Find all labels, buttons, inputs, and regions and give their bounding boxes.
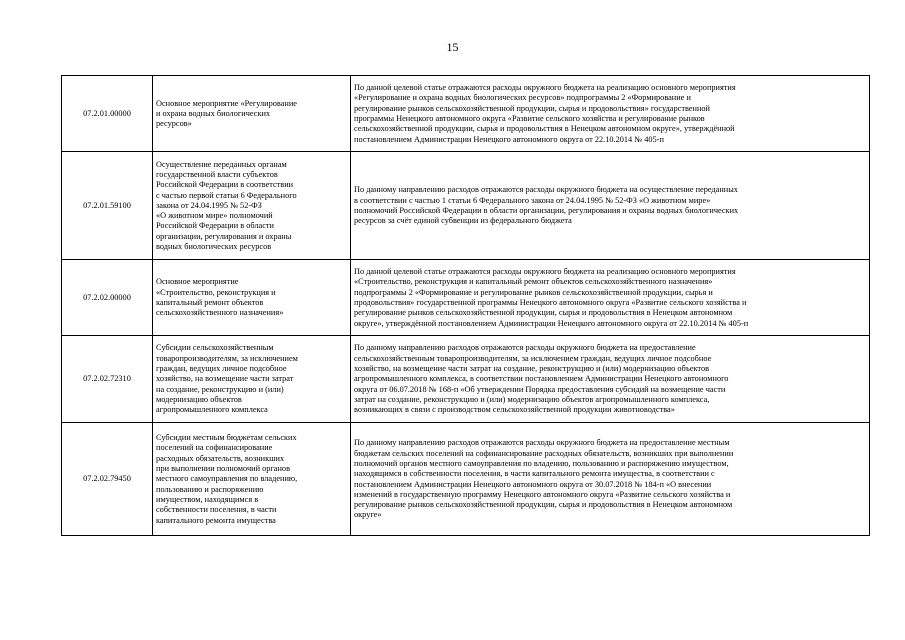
table-row: [62, 76, 870, 152]
target-article-description: По данному направлению расходов отражаются расходы окружного бюджета на осуществление переданных в соответствии с частью 1 статьи 6 Федерального закона от 24.04.1995 № 52-ФЗ «О животном мире» полномочий Российской Федерации в области организации, регулирования и охраны водных биологических ресурсов за счёт единой субвенции из федерального бюджета: [351, 152, 870, 260]
table-row: [62, 336, 870, 423]
page-number: 15: [446, 40, 459, 54]
target-article-code: 07.2.02.79450: [62, 423, 153, 536]
target-article-code: 07.2.01.59100: [62, 152, 153, 260]
target-article-name: Осуществление переданных органам государственной власти субъектов Российской Федерации в соответствии с частью первой статьи 6 Федерального закона от 24.04.1995 № 52-ФЗ «О животном мире» полномочий Российской Федерации в области организации, регулирования и охраны водных биологических ресурсов: [153, 152, 351, 260]
table-row: [62, 152, 870, 260]
target-article-description: По данной целевой статье отражаются расходы окружного бюджета на реализацию основного мероприятия «Строительство, реконструкция и капитальный ремонт объектов сельскохозяйственного назначения» подпрограммы 2 «Формирование и регулирование рынков сельскохозяйственной продукции, сырья и продовольствия» государственной программы Ненецкого автономного округа «Развитие сельского хозяйства и регулирование рынков сельскохозяйственной продукции, сырья и продовольствия в Ненецком автономном округе», утверждённой постановлением Администрации Ненецкого автономного округа от 22.10.2014 № 405-п: [351, 260, 870, 336]
table-row: [62, 260, 870, 336]
table-row: [62, 423, 870, 536]
budget-classification-table: [61, 75, 870, 536]
target-article-code: 07.2.01.00000: [62, 76, 153, 152]
target-article-name: Основное мероприятие «Строительство, реконструкция и капитальный ремонт объектов сельскохозяйственного назначения»: [153, 260, 351, 336]
target-article-description: По данной целевой статье отражаются расходы окружного бюджета на реализацию основного мероприятия «Регулирование и охрана водных биологических ресурсов» подпрограммы 2 «Формирование и регулирование рынков сельскохозяйственной продукции, сырья и продовольствия» государственной программы Ненецкого автономного округа «Развитие сельского хозяйства и регулирование рынков сельскохозяйственной продукции, сырья и продовольствия в Ненецком автономном округе», утверждённой постановлением Администрации Ненецкого автономного округа от 22.10.2014 № 405-п: [351, 76, 870, 152]
target-article-name: Субсидии местным бюджетам сельских поселений на софинансирование расходных обязательств, возникших при выполнении полномочий органов местного самоуправления по владению, пользованию и распоряжению имуществом, находящимся в собственности поселения, в части капитального ремонта имущества: [153, 423, 351, 536]
target-article-description: По данному направлению расходов отражаются расходы окружного бюджета на предоставление сельскохозяйственным товаропроизводителям, за исключением граждан, ведущих личное подсобное хозяйство, на возмещение части затрат на создание, реконструкцию и (или) модернизацию объектов агропромышленного комплекса, в соответствии постановлением Администрации Ненецкого автономного округа от 06.07.2018 № 168-п «Об утверждении Порядка предоставления субсидий на возмещение части затрат на создание, реконструкцию и (или) модернизацию объектов агропромышленного комплекса, возникающих в связи с производством сельскохозяйственной продукции животноводства»: [351, 336, 870, 423]
target-article-code: 07.2.02.00000: [62, 260, 153, 336]
target-article-code: 07.2.02.72310: [62, 336, 153, 423]
target-article-description: По данному направлению расходов отражаются расходы окружного бюджета на предоставление местным бюджетам сельских поселений на софинансирование расходных обязательств, возникших при выполнении полномочий органов местного самоуправления по владению, пользованию и распоряжению имуществом, находящимся в собственности поселения, в части капитального ремонта имущества, в соответствии с постановлением Администрации Ненецкого автономного округа от 30.07.2018 № 184-п «О внесении изменений в государственную программу Ненецкого автономного округа «Развитие сельского хозяйства и регулирование рынков сельскохозяйственной продукции, сырья и продовольствия в Ненецком автономном округе»: [351, 423, 870, 536]
target-article-name: Субсидии сельскохозяйственным товаропроизводителям, за исключением граждан, ведущих личное подсобное хозяйство, на возмещение части затрат на создание, реконструкцию и (или) модернизацию объектов агропромышленного комплекса: [153, 336, 351, 423]
target-article-name: Основное мероприятие «Регулирование и охрана водных биологических ресурсов»: [153, 76, 351, 152]
